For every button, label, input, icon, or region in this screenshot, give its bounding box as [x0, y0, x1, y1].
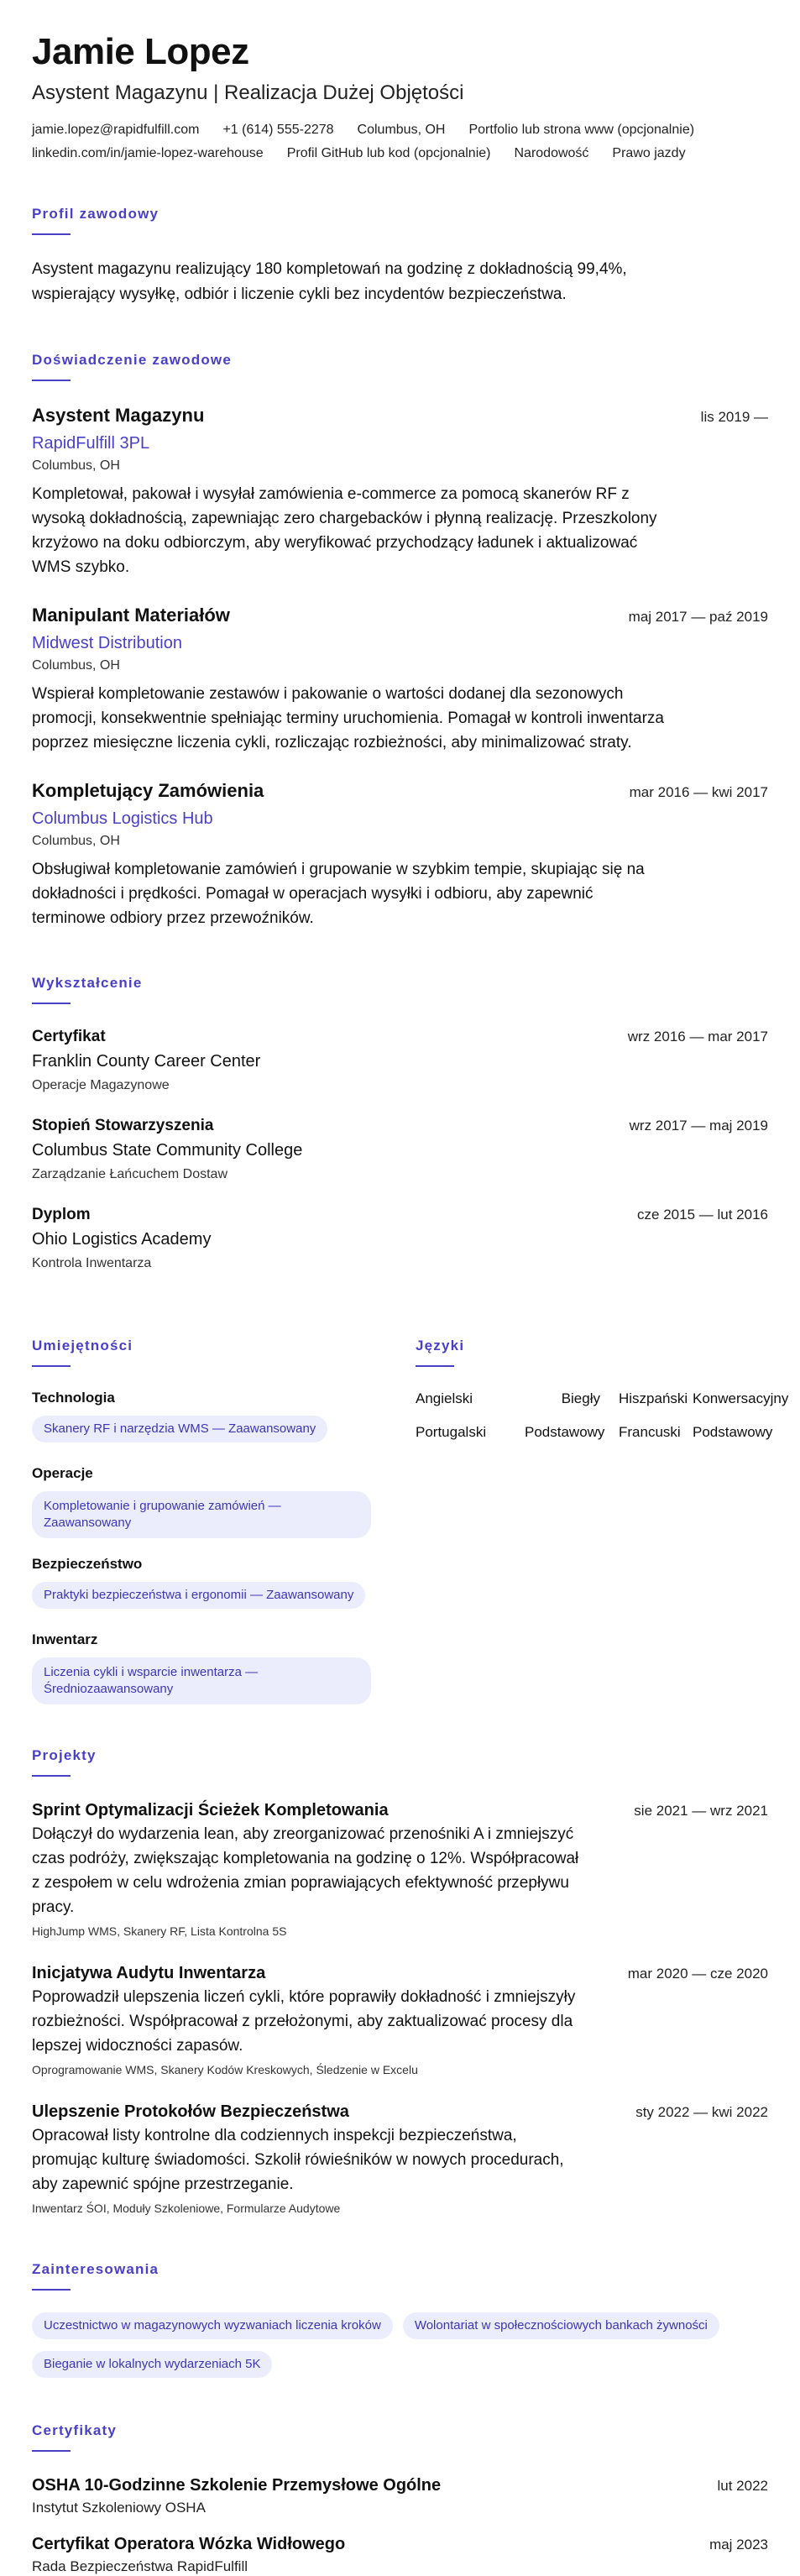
skill-category: Bezpieczeństwo: [32, 1556, 143, 1572]
skill-chip: Kompletowanie i grupowanie zamówień — Zaawansowany: [32, 1491, 371, 1538]
education-field: Kontrola Inwentarza: [32, 1256, 152, 1270]
contact-email[interactable]: jamie.lopez@rapidfulfill.com: [32, 123, 200, 137]
project-title: Inicjatywa Audytu Inwentarza: [32, 1964, 266, 1982]
education-degree: Certyfikat: [32, 1028, 106, 1045]
certificate-issuer: Instytut Szkoleniowy OSHA: [32, 2500, 206, 2516]
project-description: Dołączył do wydarzenia lean, aby zreorganizować przenośniki A i zmniejszyć czas podróży, zwiększając kompletowania na godzinę o 12%. Współpracował z zespołem w celu wdrożenia zmian poprawiających efektywność przepływu pracy.: [32, 1825, 579, 1916]
project-tech: Oprogramowanie WMS, Skanery Kodów Kreskowych, Śledzenie w Excelu: [32, 2063, 418, 2076]
project-date: sie 2021 — wrz 2021: [634, 1803, 768, 1819]
education-field: Operacje Magazynowe: [32, 1078, 170, 1092]
candidate-title: Asystent Magazynu | Realizacja Dużej Objętości: [32, 81, 464, 104]
job-location: Columbus, OH: [32, 658, 120, 673]
language-row: [416, 1422, 773, 1442]
language-level: Konwersacyjny: [693, 1390, 789, 1406]
section-title-skills: Umiejętności: [32, 1338, 133, 1353]
skills-languages-row: [32, 1293, 789, 1721]
project-item: [32, 1798, 768, 1940]
section-title-interests: Zainteresowania: [32, 2261, 159, 2277]
section-title-languages: Języki: [416, 1338, 465, 1353]
language-name: Portugalski: [416, 1424, 487, 1440]
job-company: RapidFulfill 3PL: [32, 434, 150, 453]
job-company: Columbus Logistics Hub: [32, 809, 213, 828]
contact-location: Columbus, OH: [357, 123, 446, 137]
skill-category: Technologia: [32, 1390, 115, 1406]
job-title: Manipulant Materiałów: [32, 605, 230, 626]
interest-chip: Wolontariat w społecznościowych bankach żywności: [403, 2312, 719, 2339]
language-level: Podstawowy: [525, 1424, 605, 1440]
education-field: Zarządzanie Łańcuchem Dostaw: [32, 1167, 228, 1181]
job-title: Kompletujący Zamówienia: [32, 780, 264, 801]
language-name: Francuski: [619, 1424, 681, 1440]
job-description: Wspierał kompletowanie zestawów i pakowanie o wartości dodanej dla sezonowych promocji, konsekwentnie spełniając terminy uruchomienia. Pomagał w kontroli inwentarza poprzez miesięczne liczenia cykli, rozliczając rozbieżności, aby minimalizować straty.: [32, 685, 664, 751]
contact-linkedin[interactable]: linkedin.com/in/jamie-lopez-warehouse: [32, 146, 264, 160]
job-description: Obsługiwał kompletowanie zamówień i grupowanie w szybkim tempie, skupiając się na dokładności i prędkości. Pomagał w operacjach wysyłki i odbioru, aby zapewnić terminowe odbiory przez przewoźników.: [32, 861, 645, 927]
contact-driving-license: Prawo jazdy: [612, 146, 686, 160]
job-description: Kompletował, pakował i wysyłał zamówienia e-commerce za pomocą skanerów RF z wysoką dokładnością, zapewniając zero chargebacków i płynną realizację. Przeszkolony krzyżowo na doku odbiorczym, aby weryfikować przychodzący ładunek i aktualizować WMS szybko.: [32, 485, 657, 576]
education-item: [32, 1204, 768, 1273]
experience-item: [32, 403, 768, 579]
education-school: Franklin County Career Center: [32, 1052, 261, 1071]
section-divider: [32, 2450, 71, 2452]
skills-column: [32, 1293, 380, 1721]
education-date: wrz 2017 — maj 2019: [629, 1118, 768, 1134]
education-item: [32, 1115, 768, 1184]
section-title-profile: Profil zawodowy: [32, 206, 159, 222]
certificate-date: lut 2022: [717, 2478, 768, 2494]
project-date: mar 2020 — cze 2020: [627, 1966, 768, 1982]
project-title: Sprint Optymalizacji Ścieżek Kompletowania: [32, 1801, 389, 1819]
education-date: wrz 2016 — mar 2017: [627, 1029, 768, 1045]
certificate-issuer: Rada Bezpieczeństwa RapidFulfill: [32, 2558, 248, 2574]
section-divider: [32, 1365, 71, 1367]
candidate-name: Jamie Lopez: [32, 31, 249, 72]
experience-item: [32, 603, 768, 755]
section-divider: [32, 380, 71, 381]
education-school: Ohio Logistics Academy: [32, 1230, 212, 1249]
languages-column: [416, 1293, 789, 1721]
interests-list: [32, 2312, 771, 2378]
education-school: Columbus State Community College: [32, 1141, 303, 1160]
experience-item: [32, 778, 768, 930]
section-divider: [32, 2289, 71, 2291]
language-level: Biegły: [561, 1390, 600, 1406]
project-title: Ulepszenie Protokołów Bezpieczeństwa: [32, 2102, 349, 2121]
job-date: mar 2016 — kwi 2017: [629, 784, 768, 800]
skill-category: Inwentarz: [32, 1631, 98, 1647]
skill-chip: Liczenia cykli i wsparcie inwentarza — Średniozaawansowany: [32, 1657, 371, 1704]
contact-phone[interactable]: +1 (614) 555-2278: [222, 123, 334, 137]
education-degree: Dyplom: [32, 1206, 91, 1223]
job-title: Asystent Magazynu: [32, 405, 205, 426]
contact-portfolio[interactable]: Portfolio lub strona www (opcjonalnie): [468, 123, 695, 137]
certificate-name: OSHA 10-Godzinne Szkolenie Przemysłowe Ogólne: [32, 2476, 442, 2495]
section-title-projects: Projekty: [32, 1747, 97, 1763]
skill-chip: Skanery RF i narzędzia WMS — Zaawansowany: [32, 1416, 327, 1442]
education-date: cze 2015 — lut 2016: [637, 1207, 768, 1223]
section-title-certificates: Certyfikaty: [32, 2422, 118, 2438]
language-level: Podstawowy: [693, 1424, 773, 1440]
certificate-item: [32, 2474, 768, 2517]
interest-chip: Uczestnictwo w magazynowych wyzwaniach liczenia kroków: [32, 2312, 393, 2339]
education-item: [32, 1026, 768, 1095]
language-row: [416, 1389, 789, 1409]
language-name: Angielski: [416, 1390, 473, 1406]
project-tech: Inwentarz ŚOI, Moduły Szkoleniowe, Formularze Audytowe: [32, 2202, 341, 2215]
project-description: Poprowadził ulepszenia liczeń cykli, które poprawiły dokładność i zmniejszyły rozbieżności. Współpracował z przełożonymi, aby zaktualizować procesy dla lepszej widoczności zapasów.: [32, 1988, 576, 2055]
section-divider: [32, 1003, 71, 1004]
project-item: [32, 1961, 768, 2078]
profile-summary: Asystent magazynu realizujący 180 kompletowań na godzinę z dokładnością 99,4%, wspierający wysyłkę, odbiór i liczenie cykli bez incydentów bezpieczeństwa.: [32, 260, 627, 303]
skill-chip: Praktyki bezpieczeństwa i ergonomii — Zaawansowany: [32, 1582, 365, 1609]
job-location: Columbus, OH: [32, 458, 120, 473]
job-location: Columbus, OH: [32, 834, 120, 848]
project-item: [32, 2100, 768, 2217]
section-title-experience: Doświadczenie zawodowe: [32, 352, 233, 368]
interest-chip: Bieganie w lokalnych wydarzeniach 5K: [32, 2351, 272, 2378]
education-degree: Stopień Stowarzyszenia: [32, 1117, 214, 1134]
certificate-item: [32, 2532, 768, 2576]
skill-category: Operacje: [32, 1465, 93, 1481]
project-tech: HighJump WMS, Skanery RF, Lista Kontrolna 5S: [32, 1924, 287, 1938]
certificate-name: Certyfikat Operatora Wózka Widłowego: [32, 2535, 346, 2553]
project-date: sty 2022 — kwi 2022: [635, 2104, 768, 2120]
job-date: maj 2017 — paź 2019: [628, 609, 768, 625]
job-company: Midwest Distribution: [32, 634, 182, 652]
contact-nationality: Narodowość: [514, 146, 589, 160]
contact-github[interactable]: Profil GitHub lub kod (opcjonalnie): [286, 146, 491, 160]
certificate-date: maj 2023: [709, 2537, 768, 2552]
contact-list: [32, 123, 771, 161]
job-date: lis 2019 —: [700, 409, 768, 425]
section-divider: [32, 233, 71, 235]
language-name: Hiszpański: [619, 1390, 688, 1406]
section-title-education: Wykształcenie: [32, 975, 143, 991]
project-description: Opracował listy kontrolne dla codziennych inspekcji bezpieczeństwa, promując kulturę świadomości. Szkolił rówieśników w nowych procedurach, aby zapewnić spójne przestrzeganie.: [32, 2127, 564, 2193]
section-divider: [416, 1365, 454, 1367]
section-divider: [32, 1775, 71, 1777]
